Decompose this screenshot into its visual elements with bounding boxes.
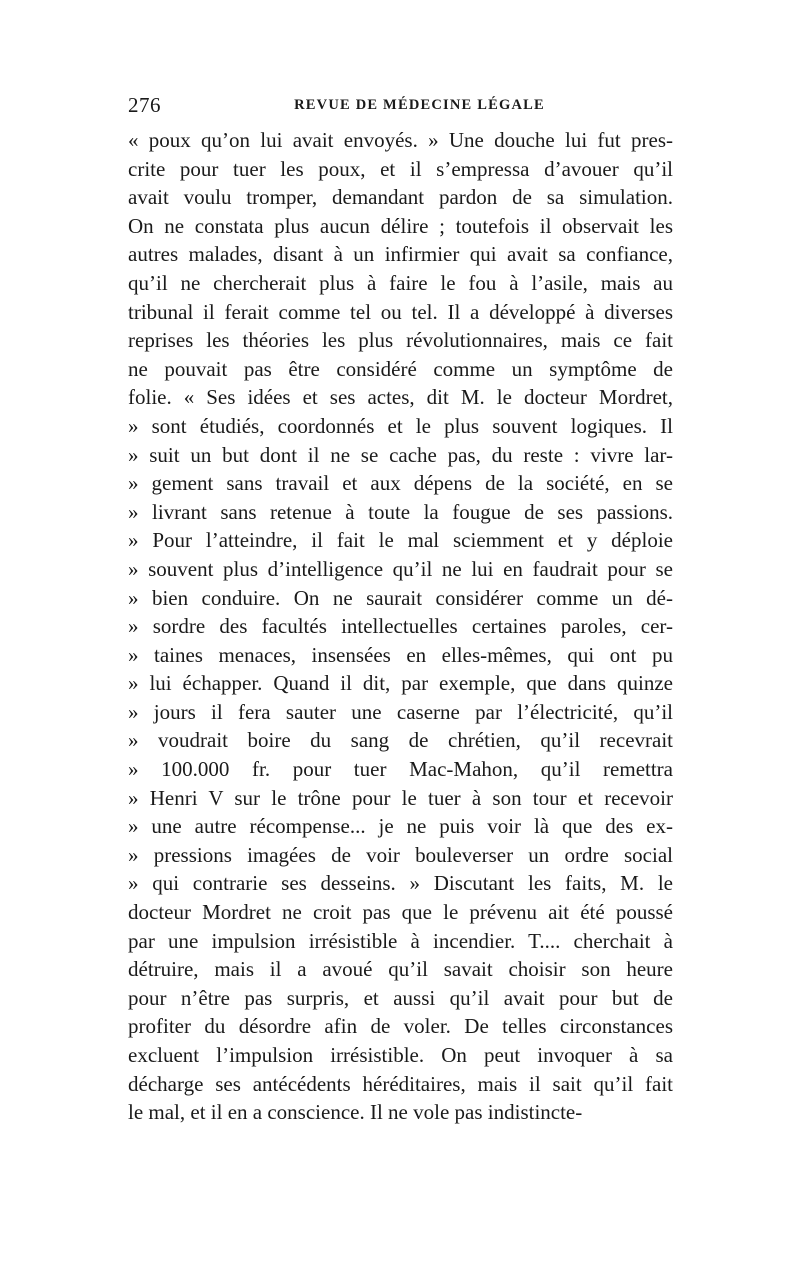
- text-line: excluent l’impulsion irrésistible. On peut invoquer à sa: [128, 1043, 673, 1067]
- text-line: avait voulu tromper, demandant pardon de sa simulation.: [128, 185, 673, 210]
- text-line: « poux qu’on lui avait envoyés. » Une douche lui fut pres-: [128, 128, 673, 152]
- text-line: docteur Mordret ne croit pas que le prévenu ait été poussé: [128, 900, 673, 925]
- text-line: qu’il ne chercherait plus à faire le fou à l’asile, mais au: [128, 270, 673, 295]
- text-line: pour n’être pas surpris, et aussi qu’il avait pour but de: [128, 985, 673, 1010]
- text-line: détruire, mais il a avoué qu’il savait choisir son heure: [128, 957, 673, 982]
- text-line: » 100.000 fr. pour tuer Mac-Mahon, qu’il remettra: [128, 757, 673, 782]
- text-line: » jours il fera sauter une caserne par l’électricité, qu’il: [128, 699, 673, 724]
- text-line: » pressions imagées de voir bouleverser un ordre social: [128, 842, 673, 867]
- text-line: décharge ses antécédents héréditaires, mais il sait qu’il fait: [128, 1071, 673, 1096]
- text-line: le mal, et il en a conscience. Il ne vole pas indistincte-: [128, 1100, 583, 1125]
- text-line: » sordre des facultés intellectuelles certaines paroles, cer-: [128, 614, 673, 639]
- text-line: » qui contrarie ses desseins. » Discutant les faits, M. le: [128, 871, 673, 896]
- text-line: On ne constata plus aucun délire ; toutefois il observait les: [128, 213, 673, 238]
- page-number: 276: [128, 93, 161, 117]
- text-line: reprises les théories les plus révolutionnaires, mais ce fait: [128, 328, 673, 353]
- text-line: » gement sans travail et aux dépens de la société, en se: [128, 471, 673, 496]
- text-line: » une autre récompense... je ne puis voir là que des ex-: [128, 814, 673, 839]
- text-line: » sont étudiés, coordonnés et le plus souvent logiques. Il: [128, 413, 673, 438]
- text-line: » souvent plus d’intelligence qu’il ne lui en faudrait pour se: [128, 556, 673, 581]
- text-line: par une impulsion irrésistible à incendier. T.... cherchait à: [128, 928, 673, 953]
- body-text: [128, 126, 673, 1127]
- text-line: » livrant sans retenue à toute la fougue de ses passions.: [128, 499, 673, 524]
- text-line: folie. « Ses idées et ses actes, dit M. le docteur Mordret,: [128, 385, 673, 410]
- text-line: » suit un but dont il ne se cache pas, du reste : vivre lar-: [128, 442, 673, 467]
- text-line: » lui échapper. Quand il dit, par exemple, que dans quinze: [128, 671, 673, 696]
- text-line: » Pour l’atteindre, il fait le mal sciemment et y déploie: [128, 528, 673, 553]
- text-line: ne pouvait pas être considéré comme un symptôme de: [128, 356, 673, 381]
- text-line: crite pour tuer les poux, et il s’empressa d’avouer qu’il: [128, 156, 673, 181]
- text-line: » Henri V sur le trône pour le tuer à son tour et recevoir: [128, 785, 673, 810]
- text-line: » voudrait boire du sang de chrétien, qu’il recevrait: [128, 728, 673, 753]
- text-line: autres malades, disant à un infirmier qui avait sa confiance,: [128, 242, 673, 267]
- text-line: » taines menaces, insensées en elles-mêmes, qui ont pu: [128, 642, 673, 667]
- text-line: » bien conduire. On ne saurait considérer comme un dé-: [128, 585, 673, 610]
- text-line: profiter du désordre afin de voler. De telles circonstances: [128, 1014, 673, 1039]
- text-line: tribunal il ferait comme tel ou tel. Il a développé à diverses: [128, 299, 673, 324]
- running-title: REVUE DE MÉDECINE LÉGALE: [294, 97, 545, 113]
- page-header: [128, 93, 673, 117]
